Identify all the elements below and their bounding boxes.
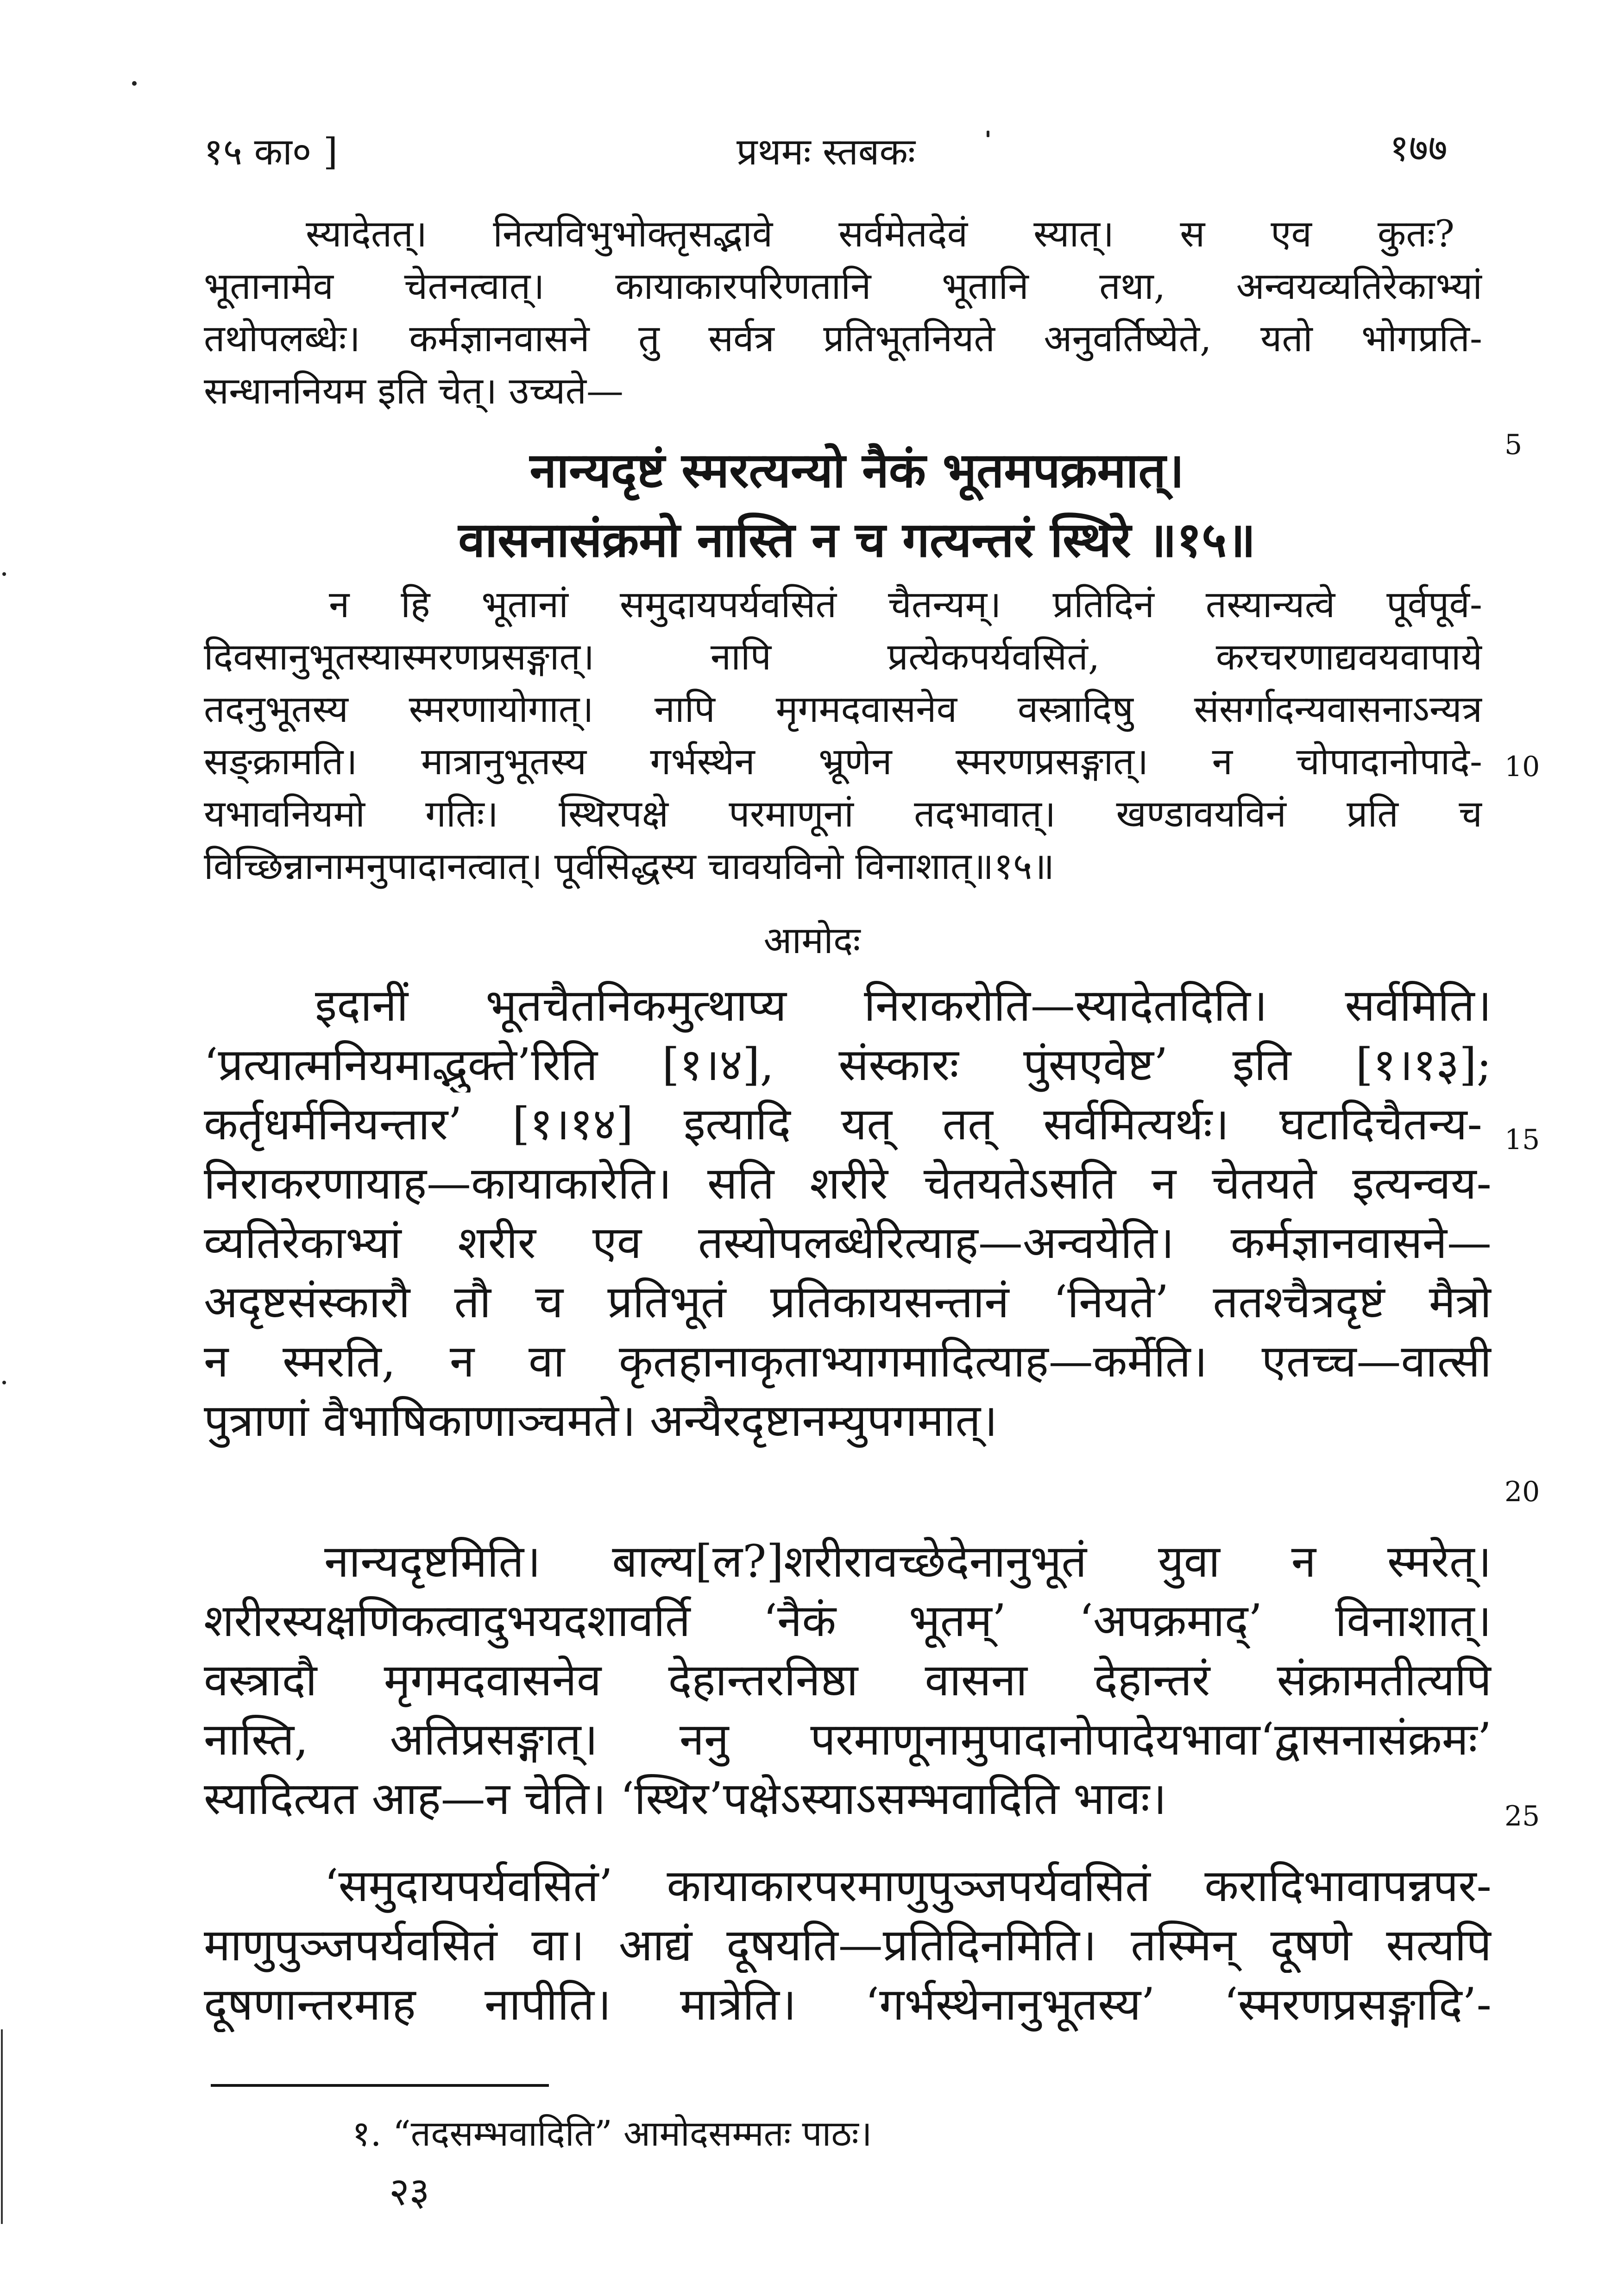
amoda-line: कर्तृधर्मनियन्तार’ [१।१४] इत्यादि यत् तत् सर्वमित्यर्थः। घटादिचैतन्य-: [204, 1098, 1482, 1150]
running-header-left: १५ का० ]: [204, 130, 338, 173]
line-number: 15: [1504, 1124, 1540, 1156]
line-number: 25: [1504, 1800, 1540, 1832]
intro-line: सन्धाननियम इति चेत्। उच्यते—: [204, 369, 624, 412]
section-heading-amoda: आमोदः: [763, 919, 861, 962]
amoda-line: दूषणान्तरमाह नापीति। मात्रेति। ‘गर्भस्थेनानुभूतस्य’ ‘स्मरणप्रसङ्गादि’-: [204, 1978, 1492, 2030]
amoda-line: व्यतिरेकाभ्यां शरीर एव तस्योपलब्धेरित्याह—अन्वयेति। कर्मज्ञानवासने—: [204, 1217, 1492, 1269]
amoda-line: ‘प्रत्यात्मनियमाद्भुक्ते’रिति [१।४], संस्कारः पुंसएवेष्ट’ इति [१।१३];: [204, 1039, 1492, 1091]
amoda-line: माणुपुञ्जपर्यवसितं वा। आद्यं दूषयति—प्रतिदिनमिति। तस्मिन् दूषणे सत्यपि: [204, 1919, 1492, 1971]
print-speck: [987, 131, 989, 137]
print-speck: [2, 572, 6, 576]
karika-verse-line: वासनासंक्रमो नास्ति न च गत्यन्तरं स्थिरे ॥१५॥: [458, 511, 1256, 568]
footnote-rule: [211, 2084, 549, 2087]
amoda-line: न स्मरति, न वा कृतहानाकृताभ्यागमादित्याह—कर्मेति। एतच्च—वात्सी: [204, 1335, 1492, 1387]
amoda-line: ‘समुदायपर्यवसितं’ कायाकारपरमाणुपुञ्जपर्यवसितं करादिभावापन्नपर-: [324, 1860, 1492, 1912]
signature-mark: २३: [389, 2169, 430, 2214]
amoda-line: निराकरणायाह—कायाकारेति। सति शरीरे चेतयतेऽसति न चेतयते इत्यन्वय-: [204, 1157, 1492, 1209]
intro-line: स्यादेतत्। नित्यविभुभोक्तृसद्भावे सर्वमेतदेवं स्यात्। स एव कुतः?: [306, 212, 1454, 255]
karika-verse-line: नान्यदृष्टं स्मरत्यन्यो नैकं भूतमपक्रमात्।: [529, 442, 1184, 499]
commentary-line: यभावनियमो गतिः। स्थिरपक्षे परमाणूनां तदभावात्। खण्डावयविनं प्रति च: [204, 792, 1482, 835]
print-speck: [2, 1381, 6, 1384]
commentary-line: न हि भूतानां समुदायपर्यवसितं चैतन्यम्। प्रतिदिनं तस्यान्यत्वे पूर्वपूर्व-: [329, 583, 1482, 626]
page-edge-mark: [1, 2029, 3, 2224]
commentary-line: सङ्क्रामति। मात्रानुभूतस्य गर्भस्थेन भ्रूणेन स्मरणप्रसङ्गात्। न चोपादानोपादे-: [204, 740, 1482, 783]
line-number: 5: [1504, 429, 1523, 461]
intro-line: तथोपलब्धेः। कर्मज्ञानवासने तु सर्वत्र प्रतिभूतनियते अनुवर्तिष्येते, यतो भोगप्रति-: [204, 317, 1482, 360]
commentary-line: तदनुभूतस्य स्मरणायोगात्। नापि मृगमदवासनेव वस्त्रादिषु संसर्गादन्यवासनाऽन्यत्र: [204, 688, 1482, 731]
amoda-line: स्यादित्यत आह—न चेति। ‘स्थिर’पक्षेऽस्याऽसम्भवादिति भावः।: [204, 1773, 1167, 1825]
intro-line: भूतानामेव चेतनत्वात्। कायाकारपरिणतानि भूतानि तथा, अन्वयव्यतिरेकाभ्यां: [204, 265, 1482, 308]
line-number: 10: [1504, 751, 1540, 783]
amoda-line: नास्ति, अतिप्रसङ्गात्। ननु परमाणूनामुपादानोपादेयभावा‘द्वासनासंक्रमः’: [204, 1713, 1492, 1765]
amoda-line: पुत्राणां वैभाषिकाणाञ्चमते। अन्यैरदृष्टानम्युपगमात्।: [204, 1395, 998, 1447]
amoda-line: शरीरस्यक्षणिकत्वादुभयदशावर्ति ‘नैकं भूतम्’ ‘अपक्रमाद्’ विनाशात्।: [204, 1595, 1492, 1647]
commentary-line: विच्छिन्नानामनुपादानत्वात्। पूर्वसिद्धस्य चावयविनो विनाशात्॥१५॥: [204, 845, 1055, 888]
amoda-line: इदानीं भूतचैतनिकमुत्थाप्य निराकरोति—स्यादेतदिति। सर्वमिति।: [315, 979, 1492, 1031]
page-number: १७७: [1390, 126, 1448, 170]
line-number: 20: [1504, 1476, 1540, 1508]
amoda-line: वस्त्रादौ मृगमदवासनेव देहान्तरनिष्ठा वासना देहान्तरं संक्रामतीत्यपि: [204, 1654, 1492, 1706]
amoda-line: अदृष्टसंस्कारौ तौ च प्रतिभूतं प्रतिकायसन्तानं ‘नियते’ ततश्चैत्रदृष्टं मैत्रो: [204, 1276, 1492, 1328]
running-header-title: प्रथमः स्तबकः: [736, 130, 916, 173]
footnote: १. “तदसम्भवादिति” आमोदसम्मतः पाठः।: [352, 2113, 872, 2154]
amoda-line: नान्यदृष्टमिति। बाल्य[ल?]शरीरावच्छेदेनानुभूतं युवा न स्मरेत्।: [324, 1535, 1492, 1587]
print-speck: [132, 81, 137, 86]
commentary-line: दिवसानुभूतस्यास्मरणप्रसङ्गात्। नापि प्रत्येकपर्यवसितं, करचरणाद्यवयवापाये: [204, 635, 1482, 678]
